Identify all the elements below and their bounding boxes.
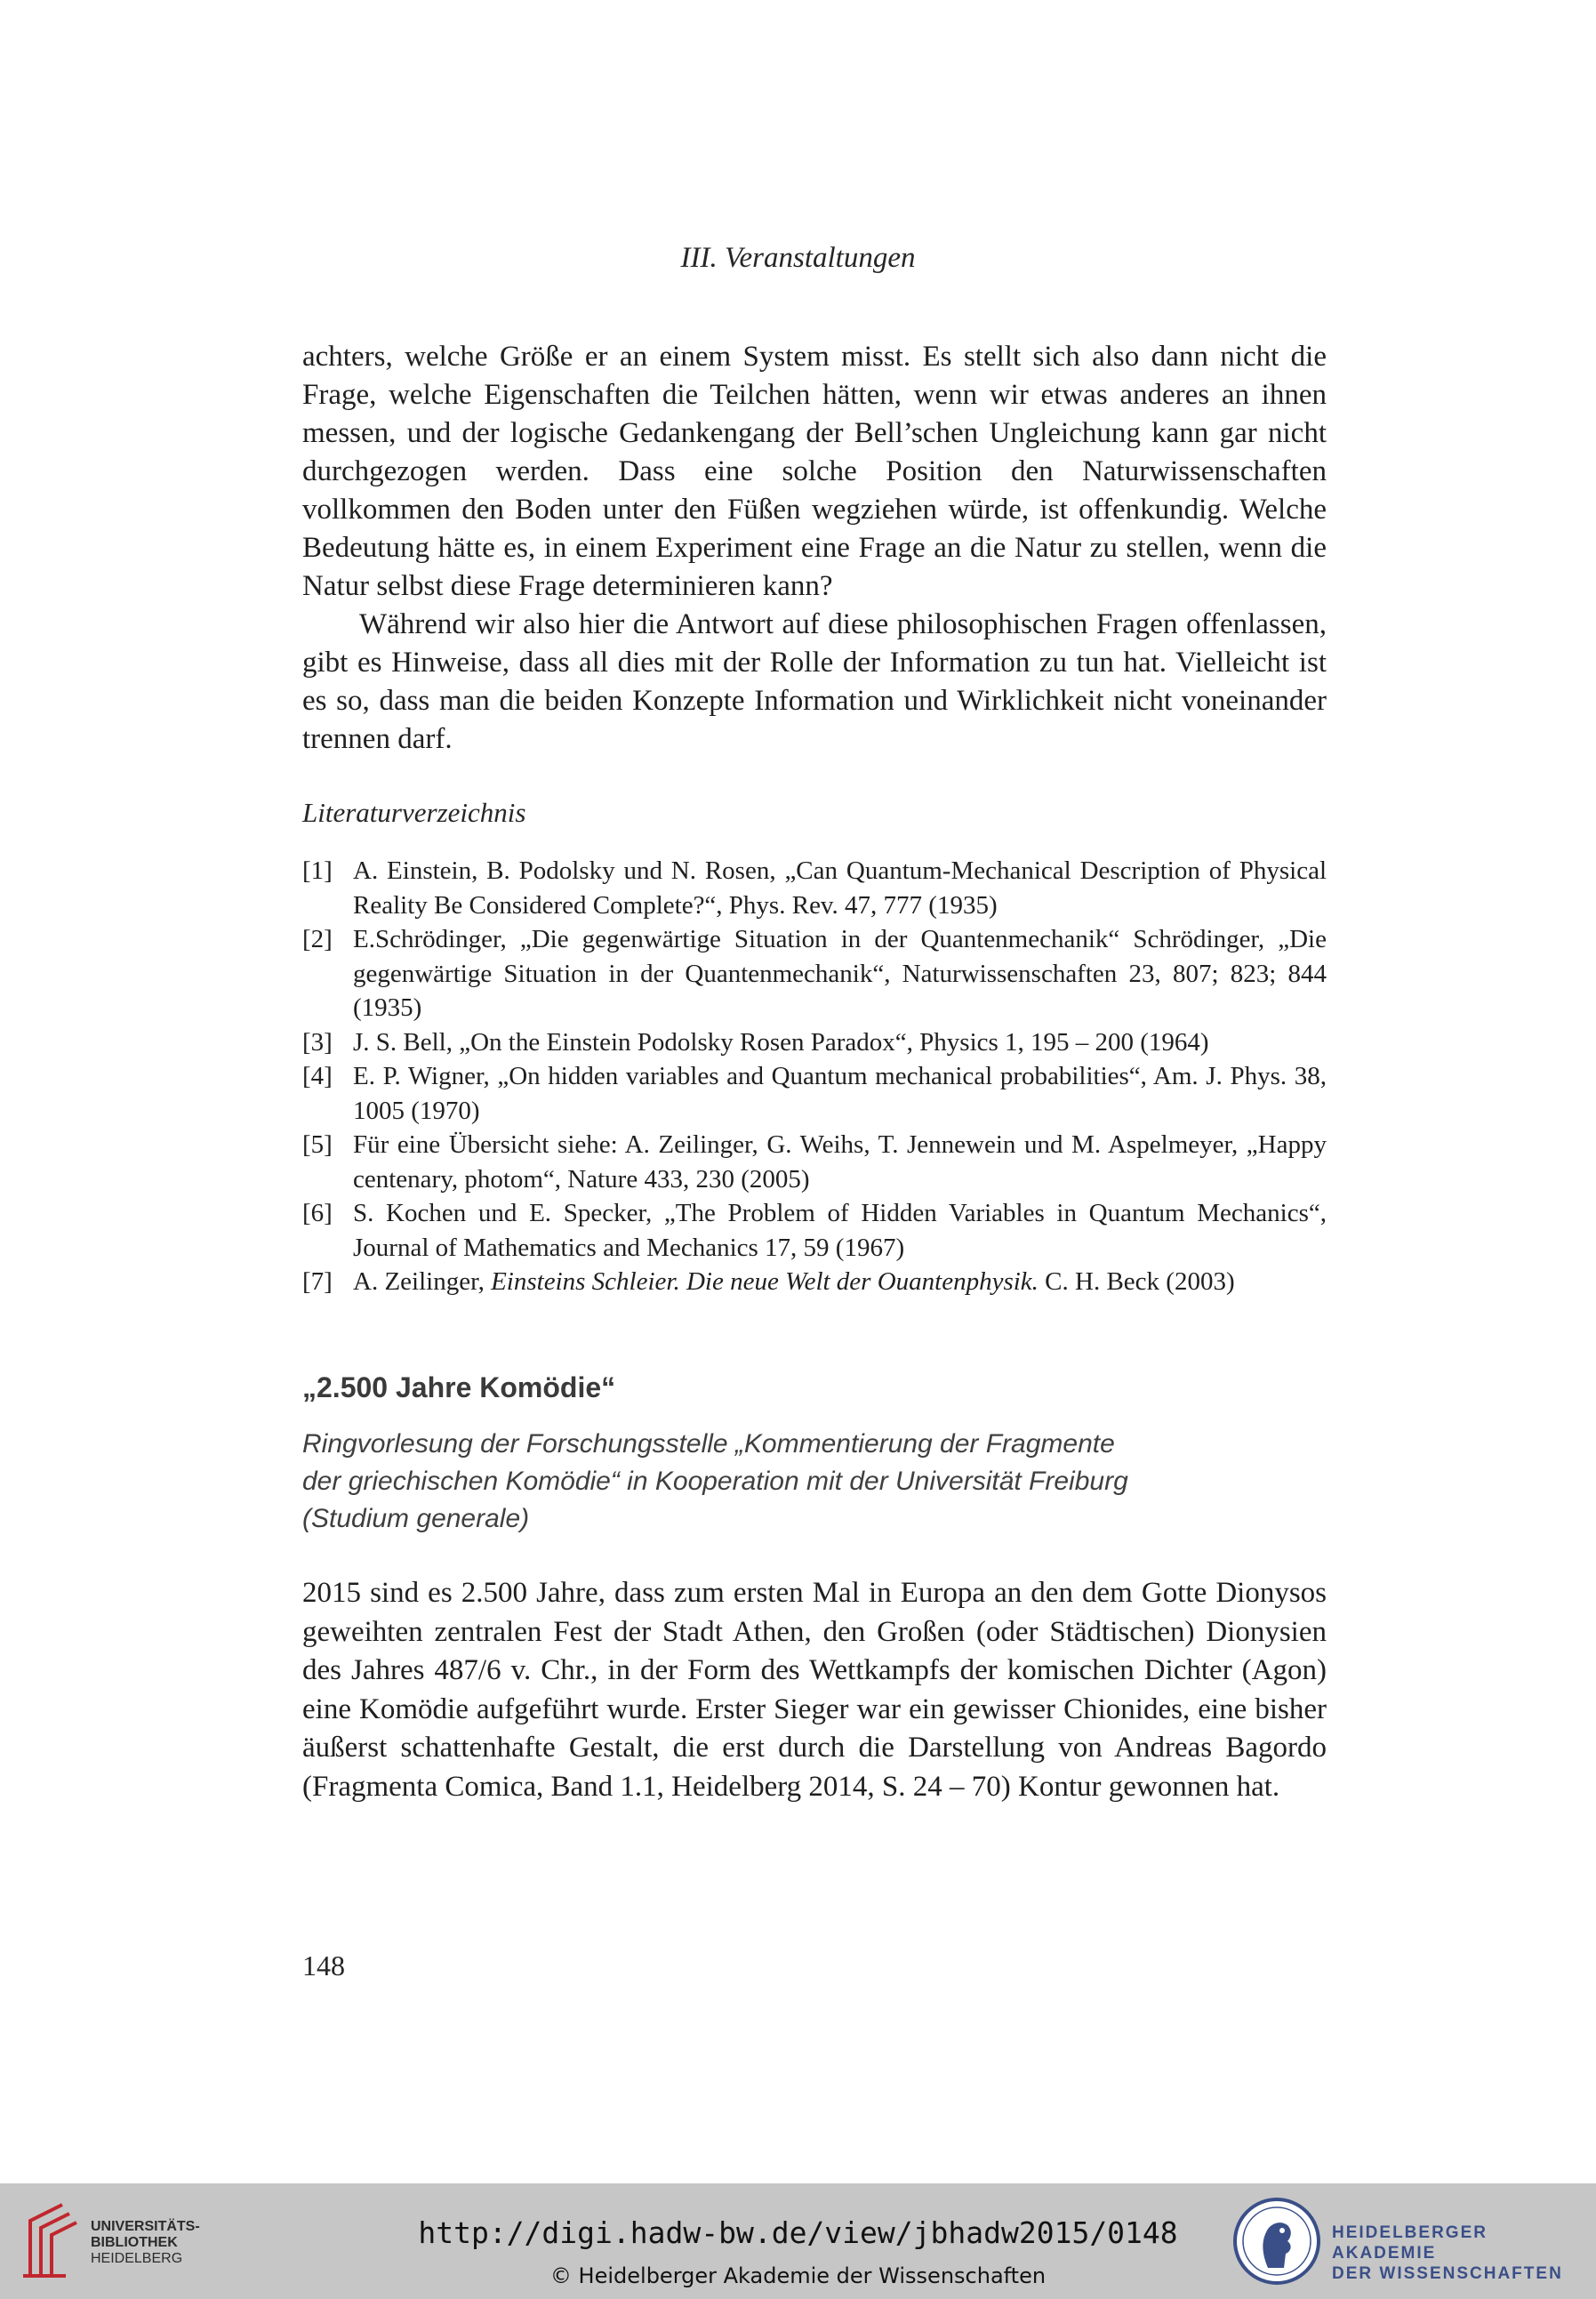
- reference-item: [302, 1025, 1327, 1060]
- literature-heading: Literaturverzeichnis: [302, 797, 526, 828]
- reference-item: [302, 1196, 1327, 1265]
- reference-text-part: A. Zeilinger,: [353, 1267, 492, 1296]
- logo-text-line: DER WISSENSCHAFTEN: [1332, 2264, 1563, 2283]
- subtitle-line: Ringvorlesung der Forschungsstelle „Kommentierung der Fragmente: [302, 1429, 1115, 1459]
- logo-text-line: HEIDELBERG: [91, 2251, 183, 2266]
- academy-name: [1332, 2223, 1596, 2284]
- reference-item: [302, 854, 1327, 922]
- reference-number: [6]: [302, 1199, 333, 1227]
- reference-number: [5]: [302, 1130, 333, 1159]
- permalink-url[interactable]: http://digi.hadw-bw.de/view/jbhadw2015/0148: [418, 2215, 1178, 2250]
- reference-number: [1]: [302, 856, 333, 885]
- reference-list: [302, 854, 1327, 1299]
- reference-item: [302, 1059, 1327, 1128]
- reference-text: J. S. Bell, „On the Einstein Podolsky Rosen Paradox“, Physics 1, 195 – 200 (1964): [353, 1027, 1209, 1057]
- reference-text: A. Einstein, B. Podolsky und N. Rosen, „Can Quantum-Mechanical Description of Physical Reality Be Considered Complete?“, Phys. Rev. 47, 777 (1935): [353, 856, 1327, 920]
- reference-text: Für eine Übersicht siehe: A. Zeilinger, G. Weihs, T. Jennewein und M. Aspelmeyer, „Happy centenary, photom“, Nature 433, 230 (2005): [353, 1130, 1327, 1194]
- reference-text: S. Kochen und E. Specker, „The Problem of Hidden Variables in Quantum Mechanics“, Journal of Mathematics and Mechanics 17, 59 (1967): [353, 1199, 1327, 1262]
- reference-text-part: C. H. Beck (2003): [1038, 1267, 1235, 1296]
- reference-text: [353, 1267, 1235, 1296]
- logo-text-line: HEIDELBERGER AKADEMIE: [1332, 2223, 1488, 2263]
- reference-number: [3]: [302, 1027, 333, 1057]
- reference-text: E.Schrödinger, „Die gegenwärtige Situation in der Quantenmechanik“ Schrödinger, „Die gegenwärtige Situation in der Quantenmechanik“, Naturwissenschaften 23, 807; 823; 844 (1935): [353, 925, 1327, 1022]
- reference-text: E. P. Wigner, „On hidden variables and Quantum mechanical probabilities“, Am. J. Phys. 38, 1005 (1970): [353, 1062, 1327, 1125]
- paragraph: achters, welche Größe er an einem System misst. Es stellt sich also dann nicht die Frage, welche Eigenschaften die Teilchen hätten, wenn wir etwas anderes an ihnen messen, und der logische Gedankengang der Bell’schen Ungleichung kann gar nicht durchgezogen werden. Dass eine solche Position den Naturwissenschaften vollkommen den Boden unter den Füßen wegziehen würde, ist offenkundig. Welche Bedeutung hätte es, in einem Experiment eine Frage an die Natur zu stellen, wenn die Natur selbst diese Frage determinieren kann?: [302, 341, 1327, 602]
- logo-text-line: UNIVERSITÄTS-: [91, 2219, 200, 2234]
- section-title: „2.500 Jahre Komödie“: [302, 1371, 616, 1403]
- reference-item: [302, 922, 1327, 1025]
- section-body: 2015 sind es 2.500 Jahre, dass zum ersten Mal in Europa an den dem Gotte Dionysos geweihten zentralen Fest der Stadt Athen, den Großen (oder Städtischen) Dionysien des Jahres 487/6 v. Chr., in der Form des Wettkampfs der komischen Dichter (Agon) eine Komödie aufgeführt wurde. Erster Sieger war ein gewisser Chionides, eine bisher äußerst schattenhafte Gestalt, die erst durch die Darstellung von Andreas Bagordo (Fragmenta Comica, Band 1.1, Heidelberg 2014, S. 24 – 70) Kontur gewonnen hat.: [302, 1577, 1327, 1803]
- reference-number: [4]: [302, 1062, 333, 1090]
- page-number: 148: [302, 1949, 345, 1981]
- subtitle-line: der griechischen Komödie“ in Kooperation mit der Universität Freiburg: [302, 1467, 1128, 1496]
- reference-item: [302, 1265, 1327, 1299]
- reference-number: [2]: [302, 925, 333, 953]
- section-subtitle: [302, 1426, 1280, 1538]
- logo-text-line: BIBLIOTHEK: [91, 2235, 178, 2250]
- reference-number: [7]: [302, 1267, 333, 1296]
- footer-bar: [0, 2183, 1596, 2299]
- subtitle-line: (Studium generale): [302, 1504, 530, 1533]
- copyright-notice: © Heidelberger Akademie der Wissenschaften: [549, 2263, 1047, 2288]
- book-title: Einsteins Schleier. Die neue Welt der Ouantenphysik.: [491, 1267, 1039, 1296]
- reference-item: [302, 1128, 1327, 1196]
- paragraph: Während wir also hier die Antwort auf diese philosophischen Fragen offenlassen, gibt es Hinweise, dass all dies mit der Rolle der Information zu tun hat. Vielleicht ist es so, dass man die beiden Konzepte Information und Wirklichkeit nicht voneinander trennen darf.: [302, 608, 1327, 755]
- running-header: III. Veranstaltungen: [680, 242, 916, 274]
- academy-seal-icon[interactable]: [1232, 2197, 1321, 2286]
- body-text: [302, 338, 1327, 759]
